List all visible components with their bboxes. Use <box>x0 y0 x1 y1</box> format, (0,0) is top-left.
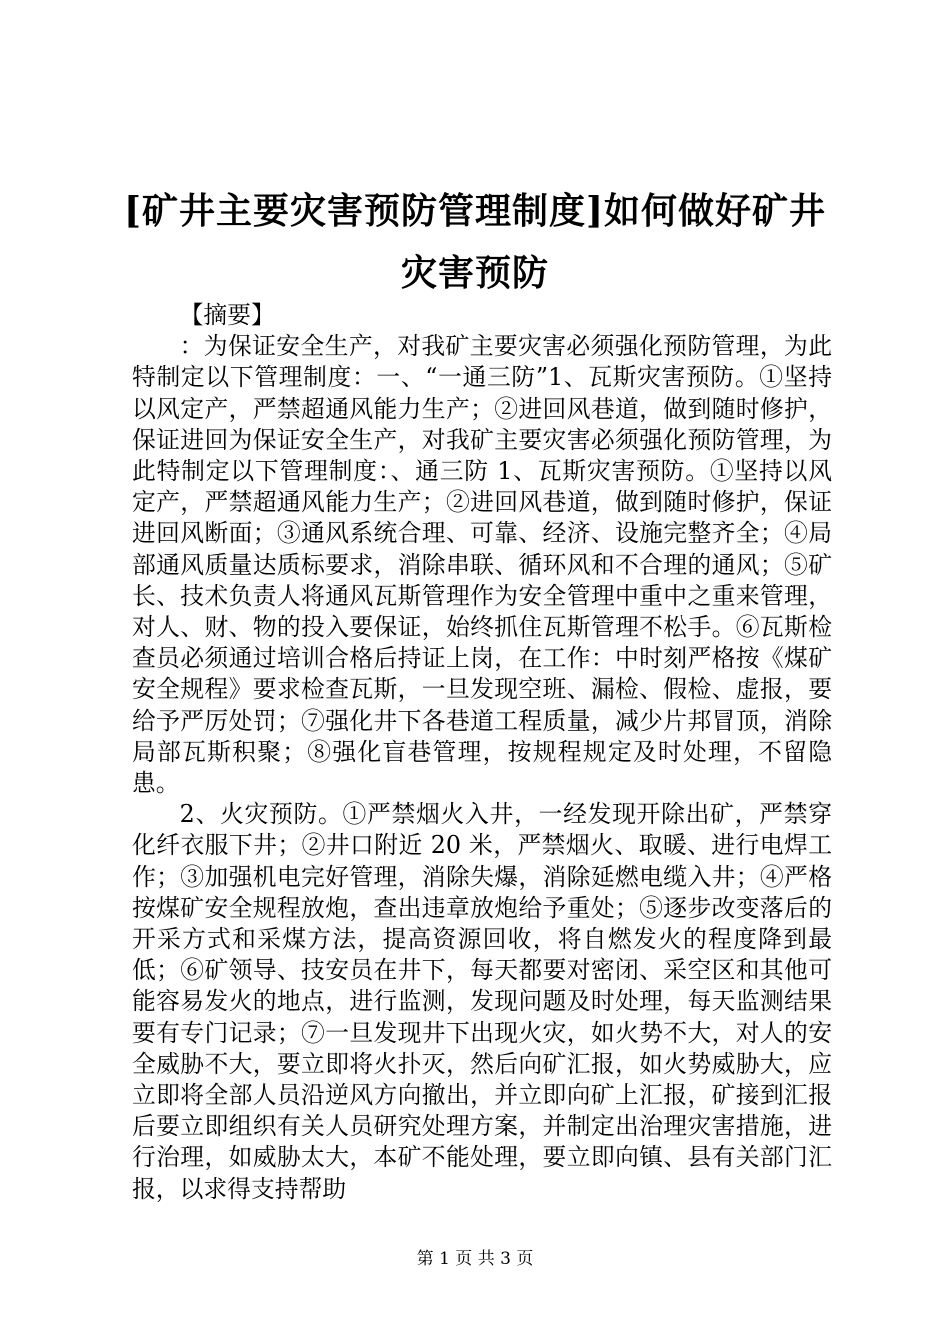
page-footer: 第 1 页 共 3 页 <box>416 1249 534 1269</box>
document-body <box>132 300 832 1205</box>
document-title: [矿井主要灾害预防管理制度]如何做好矿井灾害预防 <box>123 190 827 294</box>
paragraph-fire-prevention: 2、火灾预防。①严禁烟火入井，一经发现开除出矿，严禁穿化纤衣服下井；②井口附近 20 米，严禁烟火、取暖、进行电焊工作；③加强机电完好管理，消除失爆，消除延燃电缆入井；④严格按煤矿安全规程放炮，查出违章放炮给予重处；⑤逐步改变落后的开采方式和采煤方法，提高资源回收，将自燃发火的程度降到最低；⑥矿领导、技安员在井下，每天都要对密闭、采空区和其他可能容易发火的地点，进行监测，发现问题及时处理，每天监测结果要有专门记录；⑦一旦发现井下出现火灾，如火势不大，对人的安全威胁不大，要立即将火扑灭，然后向矿汇报，如火势威胁大，应立即将全部人员沿逆风方向撤出，并立即向矿上汇报，矿接到汇报后要立即组织有关人员研究处理方案，并制定出治理灾害措施，进行治理，如威胁太大，本矿不能处理，要立即向镇、县有关部门汇报，以求得支持帮助 <box>132 800 832 1203</box>
abstract-label: 【摘要】 <box>179 301 275 329</box>
paragraph-gas-prevention: ：为保证安全生产，对我矿主要灾害必须强化预防管理，为此特制定以下管理制度：一、“一通三防”1、瓦斯灾害预防。①坚持以风定产，严禁超通风能力生产；②进回风巷道，做到随时修护，保证进回为保证安全生产，对我矿主要灾害必须强化预防管理，为此特制定以下管理制度：、通三防 1、瓦斯灾害预防。①坚持以风定产，严禁超通风能力生产；②进回风巷道，做到随时修护，保证进回风断面；③通风系统合理、可靠、经济、设施完整齐全；④局部通风质量达质标要求，消除串联、循环风和不合理的通风；⑤矿长、技术负责人将通风瓦斯管理作为安全管理中重中之重来管理，对人、财、物的投入要保证，始终抓住瓦斯管理不松手。⑥瓦斯检查员必须通过培训合格后持证上岗，在工作：中时刻严格按《煤矿安全规程》要求检查瓦斯，一旦发现空班、漏检、假检、虚报，要给予严厉处罚；⑦强化井下各巷道工程质量，减少片邦冒顶，消除局部瓦斯积聚；⑧强化盲巷管理，按规程规定及时处理，不留隐患。 <box>132 332 832 798</box>
